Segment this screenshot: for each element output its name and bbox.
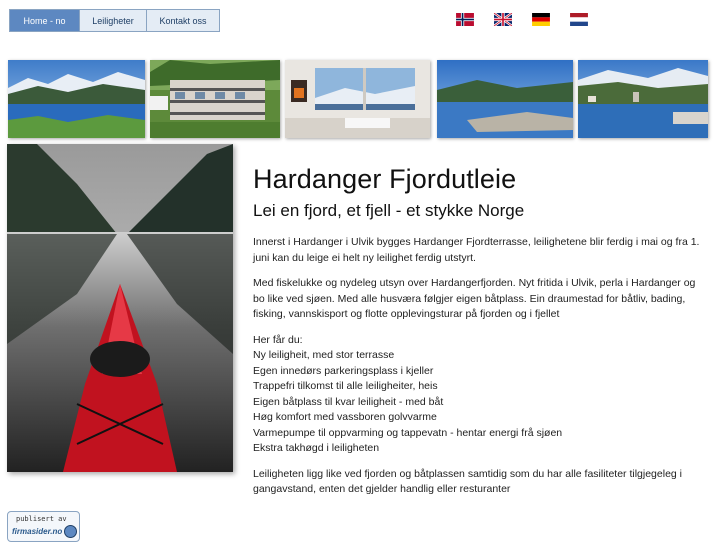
list-item: Eigen båtplass til kvar leiligheit - med båt [253, 395, 444, 408]
list-item: Høg komfort med vassboren golvvarme [253, 411, 437, 423]
features-heading: Her får du: [253, 333, 303, 346]
body-text [253, 235, 708, 498]
harbor-photo[interactable] [437, 60, 573, 138]
language-flags [455, 13, 589, 26]
page-title: Hardanger Fjordutleie [253, 164, 517, 194]
interior-photo[interactable] [285, 60, 430, 138]
badge-bottom-text: firmasider.no [12, 527, 63, 536]
photo-strip [8, 60, 708, 138]
building-photo[interactable] [150, 60, 280, 138]
fjord-photo[interactable] [8, 60, 145, 138]
list-item: Trappefri tilkomst til alle leiligheiter, heis [253, 380, 438, 392]
village-photo[interactable] [578, 60, 708, 138]
tab-leiligheter[interactable]: Leiligheter [80, 10, 147, 31]
netherlands-flag-icon[interactable] [569, 13, 589, 26]
publisher-badge[interactable] [7, 511, 80, 542]
kayak-fjord-image [7, 144, 233, 472]
location-paragraph: Leiligheten ligg like ved fjorden og båtplassen samtidig som du har alle fasiliteter tilgjegeleg i gangavstand, enten det gjelder handlig eller resturanter [253, 467, 683, 495]
badge-logo-icon [64, 525, 77, 538]
list-item: Ekstra takhøgd i leiligheten [253, 442, 380, 454]
norway-flag-icon[interactable] [455, 13, 475, 26]
main-content [253, 164, 708, 508]
uk-flag-icon[interactable] [493, 13, 513, 26]
list-item: Ny leiligheit, med stor terrasse [253, 349, 395, 361]
page-subtitle: Lei en fjord, et fjell - et stykke Norge [253, 201, 525, 220]
features-list [253, 348, 708, 457]
description-paragraph: Med fiskelukke og nydeleg utsyn over Hardangerfjorden. Nyt fritida i Ulvik, perla i Hardanger og bo like ved sjøen. Med alle husværa følgjer eigen båtplass. Ein draumestad for båtliv, bading, fisking, vannskisport og flotte opplevingsturar på fjorden og i fjellet [253, 277, 696, 320]
intro-paragraph: Innerst i Hardanger i Ulvik bygges Hardanger Fjordterrasse, leilighetene blir ferdig i mai og fra 1. juni kan du leige ei helt ny leilighet ferdig utstyrt. [253, 236, 700, 264]
badge-top-text: publisert av [16, 515, 67, 523]
main-nav [9, 9, 220, 32]
list-item: Varmepumpe til oppvarming og tappevatn - hentar energi frå sjøen [253, 426, 563, 439]
list-item: Egen innedørs parkeringsplass i kjeller [253, 364, 434, 377]
tab-home[interactable]: Home - no [10, 10, 80, 31]
tab-kontakt[interactable]: Kontakt oss [147, 10, 219, 31]
germany-flag-icon[interactable] [531, 13, 551, 26]
